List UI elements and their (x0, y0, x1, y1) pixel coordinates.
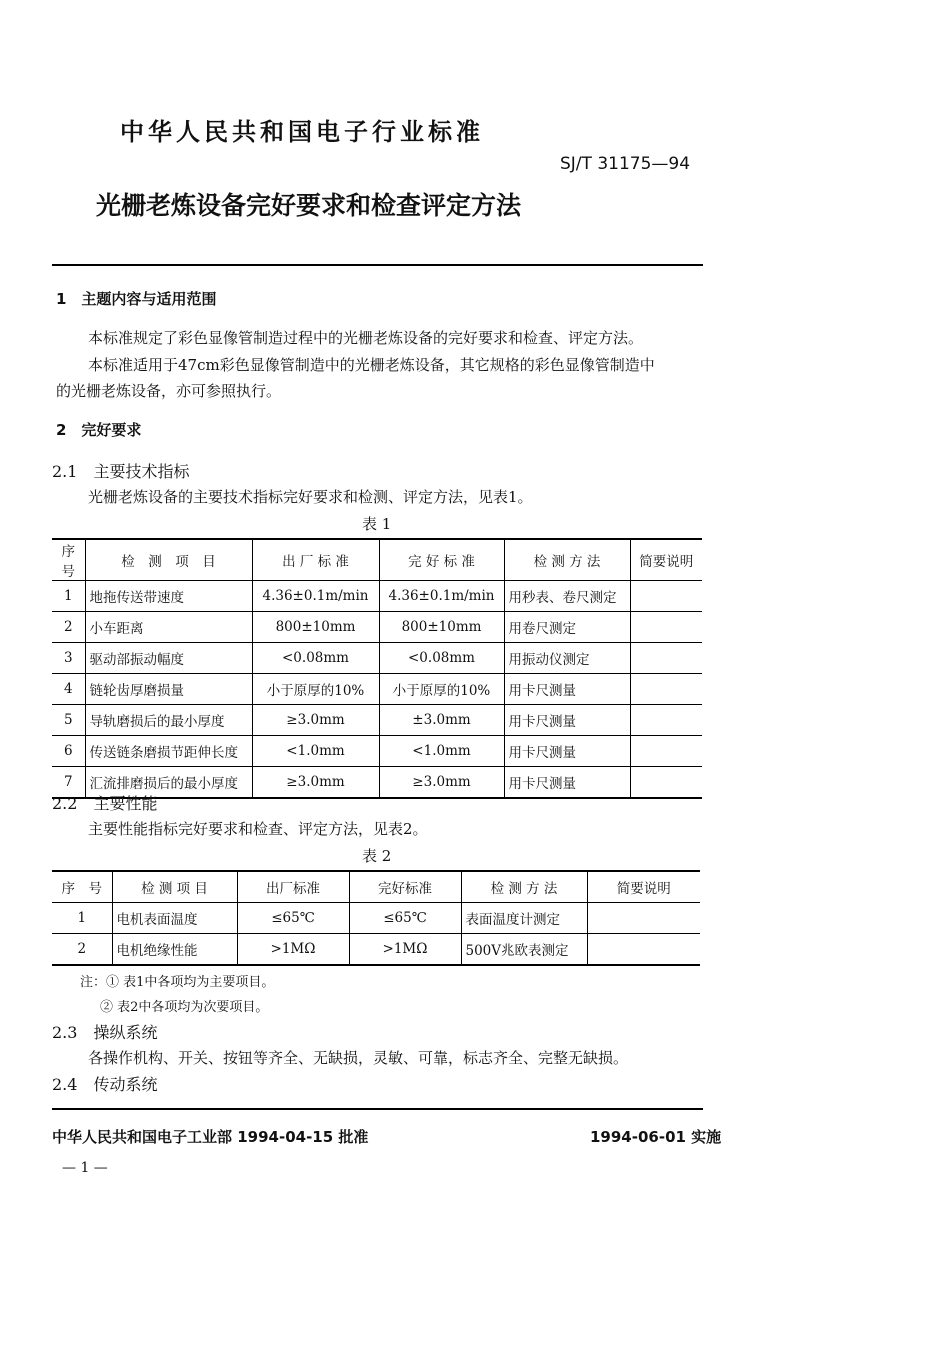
table-cell: 7 (52, 767, 85, 799)
table-2-header: 出厂标准 (237, 871, 349, 903)
table-cell (587, 934, 700, 966)
table-cell: ≤65℃ (349, 903, 461, 934)
table-cell: 用卡尺测量 (504, 674, 630, 705)
table-2-header-row (52, 871, 700, 903)
table-cell (630, 674, 702, 705)
table-1-header: 出 厂 标 准 (252, 539, 379, 581)
table-2-header: 检 测 方 法 (461, 871, 587, 903)
section-2-3-heading: 2.3 操纵系统 (52, 1023, 158, 1042)
table-cell: ±3.0mm (379, 705, 504, 736)
standard-code: SJ/T 31175—94 (560, 154, 691, 174)
table-1-header: 完 好 标 准 (379, 539, 504, 581)
table-2-header: 检 测 项 目 (112, 871, 237, 903)
table-cell: >1MΩ (237, 934, 349, 966)
table-cell: 800±10mm (252, 612, 379, 643)
table-cell (630, 736, 702, 767)
effective-date: 1994-06-01 实施 (590, 1128, 722, 1146)
table-cell: 用卡尺测量 (504, 705, 630, 736)
table-cell: 4.36±0.1m/min (379, 581, 504, 612)
table-row (52, 643, 702, 674)
table-cell: 小车距离 (85, 612, 252, 643)
table-cell: <0.08mm (252, 643, 379, 674)
table-cell: 小于原厚的10% (379, 674, 504, 705)
top-rule (52, 264, 703, 266)
table-cell: 传送链条磨损节距伸长度 (85, 736, 252, 767)
table-1-header-row (52, 539, 702, 581)
table-cell: 用秒表、卷尺测定 (504, 581, 630, 612)
section-2-3-text: 各操作机构、开关、按钮等齐全、无缺损，灵敏、可靠，标志齐全、完整无缺损。 (88, 1049, 629, 1067)
table-1 (52, 538, 702, 799)
table-cell: 汇流排磨损后的最小厚度 (85, 767, 252, 799)
table-cell: 地拖传送带速度 (85, 581, 252, 612)
table-cell: 小于原厚的10% (252, 674, 379, 705)
table-cell: ≤65℃ (237, 903, 349, 934)
table-cell: 用卡尺测量 (504, 736, 630, 767)
table-cell: 2 (52, 612, 85, 643)
table-1-header: 序号 (52, 539, 85, 581)
table-cell: 2 (52, 934, 112, 966)
table-cell: 500V兆欧表测定 (461, 934, 587, 966)
table-2-header: 简要说明 (587, 871, 700, 903)
table-cell (587, 903, 700, 934)
table-row (52, 612, 702, 643)
table-cell: 驱动部振动幅度 (85, 643, 252, 674)
table-cell: 链轮齿厚磨损量 (85, 674, 252, 705)
table-cell: ≥3.0mm (379, 767, 504, 799)
section-2-1-text: 光栅老炼设备的主要技术指标完好要求和检测、评定方法，见表1。 (88, 488, 533, 506)
table-cell (630, 643, 702, 674)
table-cell: 电机表面温度 (112, 903, 237, 934)
table-cell: ≥3.0mm (252, 767, 379, 799)
table-cell: >1MΩ (349, 934, 461, 966)
page-number: — 1 — (62, 1160, 108, 1176)
table-cell (630, 767, 702, 799)
section-2-2-text: 主要性能指标完好要求和检查、评定方法，见表2。 (88, 820, 428, 838)
table-cell: 表面温度计测定 (461, 903, 587, 934)
table-1-header: 检 测 项 目 (85, 539, 252, 581)
table-cell: 用振动仪测定 (504, 643, 630, 674)
document-title: 光栅老炼设备完好要求和检查评定方法 (96, 191, 522, 220)
table-cell: 1 (52, 581, 85, 612)
table-cell: 电机绝缘性能 (112, 934, 237, 966)
table-cell (630, 705, 702, 736)
table-1-caption: 表 1 (362, 515, 392, 533)
approval-line: 中华人民共和国电子工业部 1994-04-15 批准 (52, 1128, 369, 1146)
table-cell: 5 (52, 705, 85, 736)
section-2-2-heading: 2.2 主要性能 (52, 794, 158, 813)
table-cell (630, 581, 702, 612)
table-cell (630, 612, 702, 643)
bottom-rule (52, 1108, 703, 1110)
table-2 (52, 870, 700, 966)
table-row (52, 674, 702, 705)
table-row (52, 903, 700, 934)
table-2-header: 完好标准 (349, 871, 461, 903)
table-1-header: 简要说明 (630, 539, 702, 581)
table-cell: 3 (52, 643, 85, 674)
table-row (52, 736, 702, 767)
table-row (52, 705, 702, 736)
table-1-header: 检 测 方 法 (504, 539, 630, 581)
table-cell: 1 (52, 903, 112, 934)
table-cell: ≥3.0mm (252, 705, 379, 736)
table-cell: <0.08mm (379, 643, 504, 674)
note-1: 注：① 表1中各项均为主要项目。 (80, 975, 275, 990)
section-1-heading: 1 主题内容与适用范围 (56, 290, 217, 308)
note-2: ② 表2中各项均为次要项目。 (100, 1000, 269, 1015)
table-row (52, 581, 702, 612)
table-cell: 导轨磨损后的最小厚度 (85, 705, 252, 736)
section-1-paragraph-2-cont: 的光栅老炼设备，亦可参照执行。 (56, 382, 282, 400)
table-cell: 6 (52, 736, 85, 767)
table-cell: 用卷尺测定 (504, 612, 630, 643)
section-1-paragraph-2: 本标准适用于47cm彩色显像管制造中的光栅老炼设备，其它规格的彩色显像管制造中 (88, 356, 655, 374)
table-cell: <1.0mm (379, 736, 504, 767)
table-2-header: 序 号 (52, 871, 112, 903)
table-2-caption: 表 2 (362, 847, 392, 865)
table-row (52, 934, 700, 966)
section-2-4-heading: 2.4 传动系统 (52, 1075, 158, 1094)
table-cell: <1.0mm (252, 736, 379, 767)
standard-title: 中华人民共和国电子行业标准 (120, 117, 484, 146)
section-2-1-heading: 2.1 主要技术指标 (52, 462, 190, 481)
table-cell: 800±10mm (379, 612, 504, 643)
section-2-heading: 2 完好要求 (56, 421, 142, 439)
section-1-paragraph-1: 本标准规定了彩色显像管制造过程中的光栅老炼设备的完好要求和检查、评定方法。 (88, 329, 644, 347)
table-cell: 4 (52, 674, 85, 705)
table-cell: 4.36±0.1m/min (252, 581, 379, 612)
table-cell: 用卡尺测量 (504, 767, 630, 799)
